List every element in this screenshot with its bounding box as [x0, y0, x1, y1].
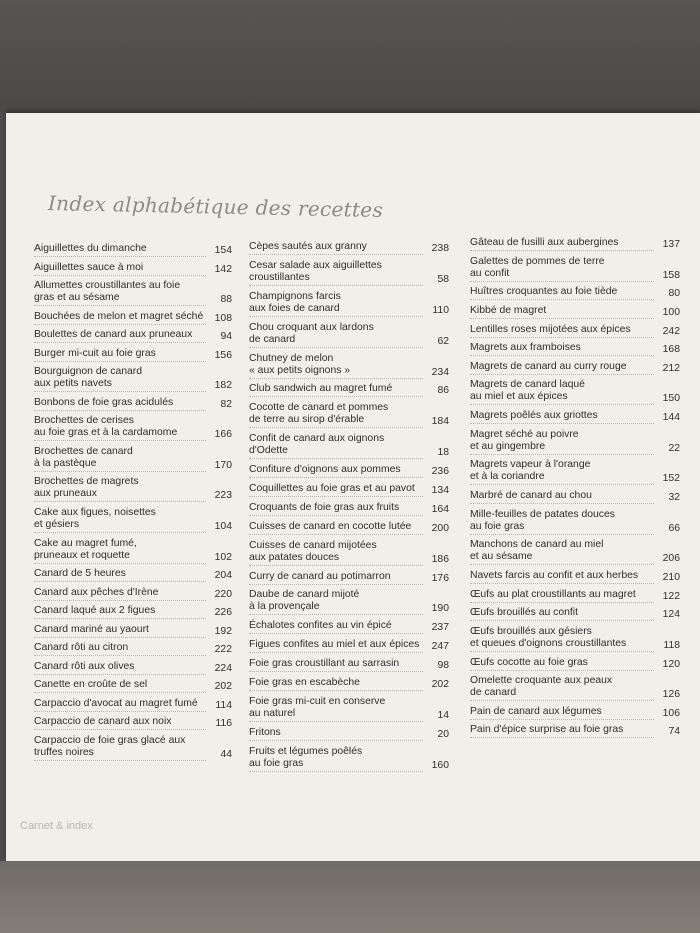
recipe-name: Foie gras croustillant au sarrasin — [249, 658, 423, 672]
page-number: 168 — [662, 344, 680, 356]
index-entry — [249, 540, 449, 566]
page-number: 98 — [437, 660, 449, 672]
index-entry — [34, 568, 232, 582]
recipe-name: Club sandwich au magret fumé — [249, 383, 423, 397]
recipe-name: Magrets de canard laqué au miel et aux épices — [470, 379, 654, 405]
index-entry — [470, 589, 680, 603]
page-number: 100 — [662, 306, 680, 318]
background-surface — [0, 861, 700, 933]
index-entry — [34, 735, 232, 761]
page-number: 124 — [662, 609, 680, 621]
index-entry — [249, 727, 449, 741]
recipe-name: Canard mariné au yaourt — [34, 624, 206, 638]
page-number: 222 — [214, 644, 232, 656]
recipe-name: Carpaccio d'avocat au magret fumé — [34, 698, 206, 712]
index-entry — [470, 459, 680, 485]
recipe-name: Chou croquant aux lardons de canard — [249, 322, 423, 348]
index-entry — [34, 679, 232, 693]
page-number: 206 — [662, 553, 680, 565]
index-entry — [470, 410, 680, 424]
index-entry — [34, 311, 232, 325]
index-entry — [470, 429, 680, 455]
index-entry — [470, 342, 680, 356]
recipe-name: Champignons farcis aux foies de canard — [249, 291, 423, 317]
recipe-name: Magret séché au poivre et au gingembre — [470, 429, 654, 455]
recipe-name: Huîtres croquantes au foie tiède — [470, 286, 654, 300]
recipe-name: Curry de canard au potimarron — [249, 571, 423, 585]
recipe-name: Cesar salade aux aiguillettes croustillantes — [249, 260, 423, 286]
recipe-name: Œufs brouillés au confit — [470, 607, 654, 621]
index-entry — [470, 539, 680, 565]
page-number: 137 — [662, 239, 680, 250]
page-number: 234 — [431, 366, 449, 378]
recipe-name: Canard de 5 heures — [34, 568, 206, 582]
page-number: 160 — [431, 759, 449, 771]
page-number: 114 — [215, 699, 232, 711]
recipe-name: Boulettes de canard aux pruneaux — [34, 329, 206, 343]
page-number: 237 — [431, 622, 449, 634]
page-number: 134 — [431, 485, 449, 497]
recipe-name: Brochettes de canard à la pastèque — [34, 446, 206, 472]
recipe-name: Burger mi-cuit au foie gras — [34, 348, 206, 362]
recipe-name: Fritons — [249, 727, 423, 741]
recipe-name: Chutney de melon « aux petits oignons » — [249, 353, 423, 379]
recipe-name: Figues confites au miel et aux épices — [249, 639, 423, 653]
page-number: 176 — [431, 572, 449, 584]
recipe-name: Carpaccio de foie gras glacé aux truffes noires — [34, 735, 206, 761]
recipe-name: Cuisses de canard mijotées aux patates douces — [249, 540, 423, 566]
index-entry — [470, 305, 680, 319]
recipe-name: Gâteau de fusilli aux aubergines — [470, 237, 654, 251]
page-number: 210 — [662, 571, 680, 583]
page-number: 94 — [220, 331, 232, 343]
index-entry — [34, 262, 232, 276]
index-entry — [34, 716, 232, 730]
recipe-name: Aiguillettes sauce à moi — [34, 262, 206, 276]
index-entry — [34, 366, 232, 392]
index-entry — [34, 243, 232, 257]
recipe-name: Pain de canard aux légumes — [470, 706, 654, 720]
index-entry — [249, 658, 449, 672]
recipe-name: Magrets aux framboises — [470, 342, 654, 356]
recipe-name: Manchons de canard au miel et au sésame — [470, 539, 654, 565]
index-entry — [470, 607, 680, 621]
recipe-name: Mille-feuilles de patates douces au foie gras — [470, 509, 654, 535]
index-entry — [249, 521, 449, 535]
page-number: 108 — [214, 312, 232, 324]
recipe-name: Canard laqué aux 2 figues — [34, 605, 206, 619]
index-entry — [470, 379, 680, 405]
recipe-name: Canard rôti aux olives — [34, 661, 206, 675]
index-entry — [34, 661, 232, 675]
recipe-name: Pain d'épice surprise au foie gras — [470, 724, 654, 738]
index-entry — [249, 402, 449, 428]
recipe-name: Cèpes sautés aux granny — [249, 241, 423, 255]
recipe-name: Kibbé de magret — [470, 305, 654, 319]
page-number: 82 — [220, 398, 232, 410]
index-entry — [34, 415, 232, 441]
page-number: 32 — [668, 492, 680, 504]
recipe-name: Canard aux pêches d'Irène — [34, 587, 206, 601]
index-entry — [34, 698, 232, 712]
page-number: 184 — [431, 416, 449, 428]
page-number: 58 — [437, 273, 449, 285]
index-entry — [470, 324, 680, 338]
page-number: 238 — [431, 243, 449, 254]
recipe-name: Confiture d'oignons aux pommes — [249, 464, 423, 478]
index-entry — [34, 538, 232, 564]
page-number: 80 — [668, 288, 680, 300]
index-entry — [249, 502, 449, 516]
page-number: 18 — [437, 447, 449, 459]
index-entry — [34, 280, 232, 306]
page-footer: Carnet & index — [20, 820, 93, 832]
page-number: 102 — [214, 551, 232, 563]
page-number: 166 — [214, 429, 232, 441]
page-number: 200 — [431, 522, 449, 534]
index-column-2 — [249, 241, 449, 777]
index-column-1 — [34, 243, 232, 766]
page-number: 226 — [214, 607, 232, 619]
index-entry — [470, 286, 680, 300]
index-entry — [470, 706, 680, 720]
index-entry — [34, 624, 232, 638]
recipe-name: Carpaccio de canard aux noix — [34, 716, 206, 730]
page-number: 62 — [437, 335, 449, 347]
page-number: 144 — [662, 412, 680, 424]
index-entry — [249, 483, 449, 497]
index-entry — [34, 605, 232, 619]
page-number: 86 — [437, 385, 449, 397]
index-entry — [34, 397, 232, 411]
index-column-3 — [470, 237, 680, 743]
page-number: 204 — [214, 570, 232, 582]
recipe-name: Canard rôti au citron — [34, 642, 206, 656]
recipe-name: Œufs brouillés aux gésiers et queues d'oignons croustillantes — [470, 626, 654, 652]
page-number: 14 — [437, 709, 449, 721]
index-entry — [34, 476, 232, 502]
index-entry — [470, 657, 680, 671]
page-number: 44 — [220, 749, 232, 761]
page-number: 247 — [431, 641, 449, 653]
page-number: 182 — [214, 380, 232, 392]
recipe-name: Cuisses de canard en cocotte lutée — [249, 521, 423, 535]
page-title: Index alphabétique des recettes — [47, 191, 384, 223]
page-number: 106 — [662, 707, 680, 719]
page-number: 150 — [662, 393, 680, 405]
page-number: 190 — [431, 603, 449, 615]
recipe-name: Brochettes de magrets aux pruneaux — [34, 476, 206, 502]
index-entry — [34, 587, 232, 601]
page-number: 192 — [214, 625, 232, 637]
page-number: 170 — [214, 459, 232, 471]
page-number: 220 — [214, 588, 232, 600]
page-number: 118 — [663, 639, 680, 651]
page-number: 142 — [214, 263, 232, 275]
page-number: 122 — [662, 590, 680, 602]
recipe-name: Lentilles roses mijotées aux épices — [470, 324, 654, 338]
recipe-name: Bonbons de foie gras acidulés — [34, 397, 206, 411]
recipe-name: Coquillettes au foie gras et au pavot — [249, 483, 423, 497]
index-entry — [470, 256, 680, 282]
page-number: 242 — [662, 325, 680, 337]
page-number: 66 — [668, 522, 680, 534]
recipe-name: Magrets de canard au curry rouge — [470, 361, 654, 375]
recipe-name: Allumettes croustillantes au foie gras et au sésame — [34, 280, 206, 306]
index-entry — [249, 696, 449, 722]
index-entry — [249, 589, 449, 615]
recipe-name: Omelette croquante aux peaux de canard — [470, 675, 654, 701]
page-number: 164 — [431, 503, 449, 515]
page-number: 22 — [668, 442, 680, 454]
recipe-name: Cake au magret fumé, pruneaux et roquette — [34, 538, 206, 564]
index-entry — [249, 291, 449, 317]
page-number: 223 — [214, 490, 232, 502]
recipe-name: Brochettes de cerises au foie gras et à la cardamome — [34, 415, 206, 441]
recipe-name: Cocotte de canard et pommes de terre au sirop d'érable — [249, 402, 423, 428]
page-number: 202 — [214, 681, 232, 693]
book-page — [6, 113, 700, 861]
page-number: 186 — [431, 553, 449, 565]
recipe-name: Bouchées de melon et magret séché — [34, 311, 206, 325]
index-entry — [470, 675, 680, 701]
page-number: 88 — [220, 294, 232, 306]
recipe-name: Échalotes confites au vin épicé — [249, 620, 423, 634]
recipe-name: Canette en croûte de sel — [34, 679, 206, 693]
index-entry — [249, 639, 449, 653]
recipe-name: Daube de canard mijoté à la provençale — [249, 589, 423, 615]
recipe-name: Bourguignon de canard aux petits navets — [34, 366, 206, 392]
index-entry — [249, 620, 449, 634]
recipe-name: Galettes de pommes de terre au confit — [470, 256, 654, 282]
index-entry — [470, 626, 680, 652]
page-number: 212 — [662, 362, 680, 374]
recipe-name: Aiguillettes du dimanche — [34, 243, 206, 257]
recipe-name: Fruits et légumes poêlés au foie gras — [249, 746, 423, 772]
index-entry — [249, 433, 449, 459]
index-entry — [249, 241, 449, 255]
index-entry — [249, 464, 449, 478]
index-entry — [249, 353, 449, 379]
index-entry — [249, 677, 449, 691]
recipe-name: Confit de canard aux oignons d'Odette — [249, 433, 423, 459]
index-entry — [470, 509, 680, 535]
index-entry — [470, 237, 680, 251]
index-entry — [34, 507, 232, 533]
page-number: 224 — [214, 662, 232, 674]
recipe-name: Magrets poêlés aux griottes — [470, 410, 654, 424]
page-number: 158 — [662, 269, 680, 281]
page-number: 202 — [431, 679, 449, 691]
page-number: 236 — [431, 466, 449, 478]
recipe-name: Œufs cocotte au foie gras — [470, 657, 654, 671]
page-number: 152 — [662, 473, 680, 485]
recipe-name: Croquants de foie gras aux fruits — [249, 502, 423, 516]
recipe-name: Cake aux figues, noisettes et gésiers — [34, 507, 206, 533]
index-entry — [34, 348, 232, 362]
index-entry — [34, 446, 232, 472]
index-entry — [249, 571, 449, 585]
index-entry — [249, 260, 449, 286]
index-entry — [249, 746, 449, 772]
recipe-name: Marbré de canard au chou — [470, 490, 654, 504]
index-entry — [249, 322, 449, 348]
page-number: 156 — [214, 349, 232, 361]
recipe-name: Foie gras mi-cuit en conserve au naturel — [249, 696, 423, 722]
index-entry — [470, 724, 680, 738]
recipe-name: Œufs au plat croustillants au magret — [470, 589, 654, 603]
recipe-name: Foie gras en escabèche — [249, 677, 423, 691]
page-number: 120 — [662, 658, 680, 670]
page-number: 116 — [215, 718, 232, 730]
index-entry — [470, 570, 680, 584]
page-number: 74 — [668, 726, 680, 738]
page-number: 20 — [437, 728, 449, 740]
index-entry — [34, 329, 232, 343]
index-entry — [34, 642, 232, 656]
page-number: 110 — [432, 304, 449, 316]
page-number: 104 — [214, 521, 232, 533]
recipe-name: Magrets vapeur à l'orange et à la coriandre — [470, 459, 654, 485]
index-entry — [470, 490, 680, 504]
page-number: 154 — [214, 245, 232, 256]
page-number: 126 — [662, 689, 680, 701]
index-entry — [249, 383, 449, 397]
recipe-name: Navets farcis au confit et aux herbes — [470, 570, 654, 584]
index-entry — [470, 361, 680, 375]
background-top — [0, 0, 700, 112]
